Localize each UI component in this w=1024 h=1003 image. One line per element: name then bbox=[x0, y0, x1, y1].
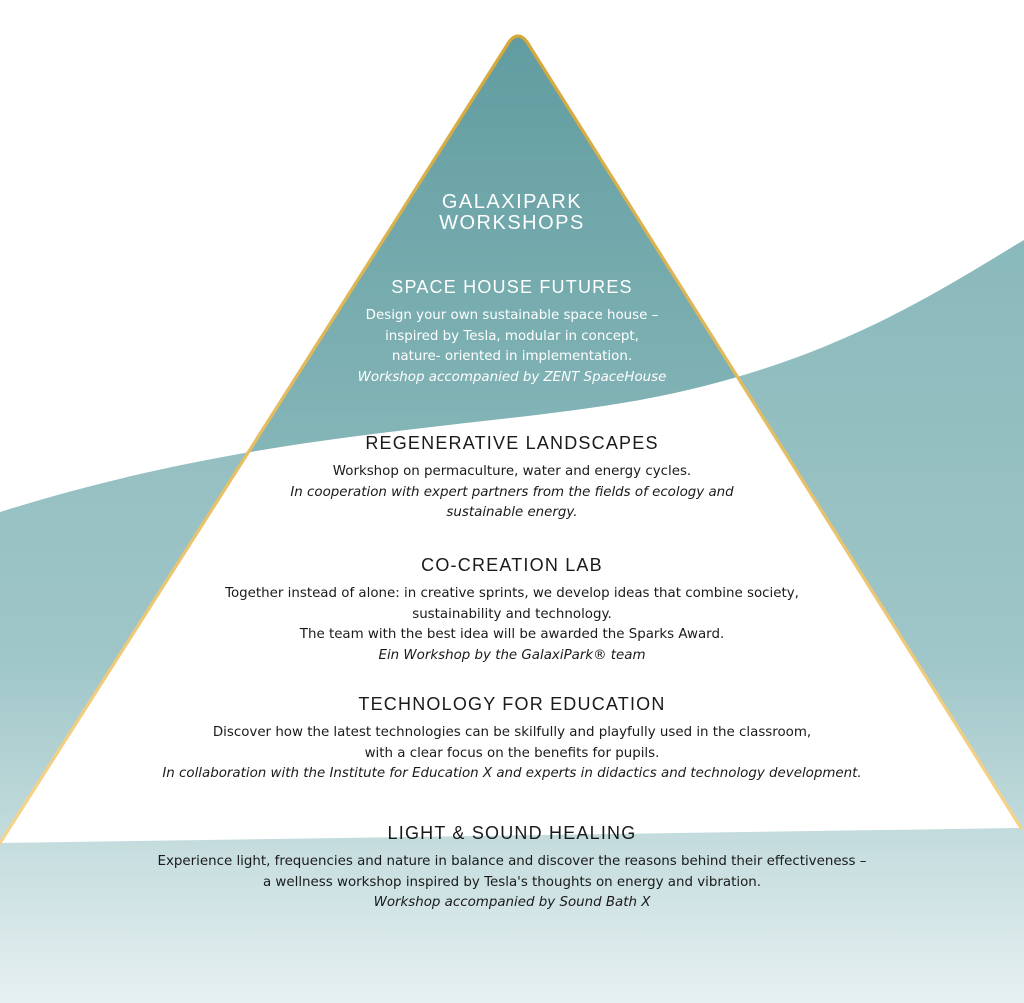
heading-line-2: WORKSHOPS bbox=[439, 212, 585, 234]
workshop-title: CO-CREATION LAB bbox=[421, 555, 603, 575]
workshop-space-house-futures bbox=[0, 277, 1024, 389]
workshop-credit-line: Workshop accompanied by Sound Bath X bbox=[373, 895, 651, 911]
workshop-description-line: nature- oriented in implementation. bbox=[391, 349, 633, 365]
workshop-regenerative-landscapes bbox=[0, 433, 1024, 524]
workshop-credit-line: In collaboration with the Institute for Education X and experts in didactics and technology development. bbox=[162, 766, 862, 782]
workshop-credit-line: Workshop accompanied by ZENT SpaceHouse bbox=[357, 370, 667, 386]
workshop-description-line: sustainability and technology. bbox=[412, 606, 612, 622]
workshop-title: REGENERATIVE LANDSCAPES bbox=[365, 433, 659, 453]
workshop-description-line: Workshop on permaculture, water and energy cycles. bbox=[332, 464, 692, 479]
workshop-credit-line: sustainable energy. bbox=[446, 505, 578, 521]
workshop-title: LIGHT & SOUND HEALING bbox=[387, 823, 637, 843]
workshop-description-line: Discover how the latest technologies can be skilfully and playfully used in the classroom, bbox=[212, 725, 812, 740]
workshop-credit-line: In cooperation with expert partners from the fields of ecology and bbox=[290, 484, 734, 500]
workshop-title: SPACE HOUSE FUTURES bbox=[391, 277, 633, 297]
workshop-description-line: inspired by Tesla, modular in concept, bbox=[385, 328, 639, 344]
workshop-description-line: The team with the best idea will be awarded the Sparks Award. bbox=[299, 627, 725, 643]
workshop-description-line: a wellness workshop inspired by Tesla's thoughts on energy and vibration. bbox=[262, 874, 762, 890]
workshop-co-creation-lab bbox=[0, 555, 1024, 667]
pyramid-heading bbox=[0, 192, 1024, 234]
workshop-description-line: Experience light, frequencies and nature in balance and discover the reasons behind their effectiveness – bbox=[157, 854, 867, 869]
workshop-technology-for-education bbox=[0, 694, 1024, 785]
workshop-light-sound-healing bbox=[0, 823, 1024, 914]
workshop-description-line: Together instead of alone: in creative sprints, we develop ideas that combine society, bbox=[225, 586, 799, 601]
workshop-title: TECHNOLOGY FOR EDUCATION bbox=[358, 694, 666, 714]
workshop-description-line: Design your own sustainable space house – bbox=[365, 308, 659, 323]
heading-line-1: GALAXIPARK bbox=[441, 191, 583, 213]
workshop-credit-line: Ein Workshop by the GalaxiPark® team bbox=[378, 648, 646, 664]
workshop-description-line: with a clear focus on the benefits for pupils. bbox=[364, 745, 660, 761]
